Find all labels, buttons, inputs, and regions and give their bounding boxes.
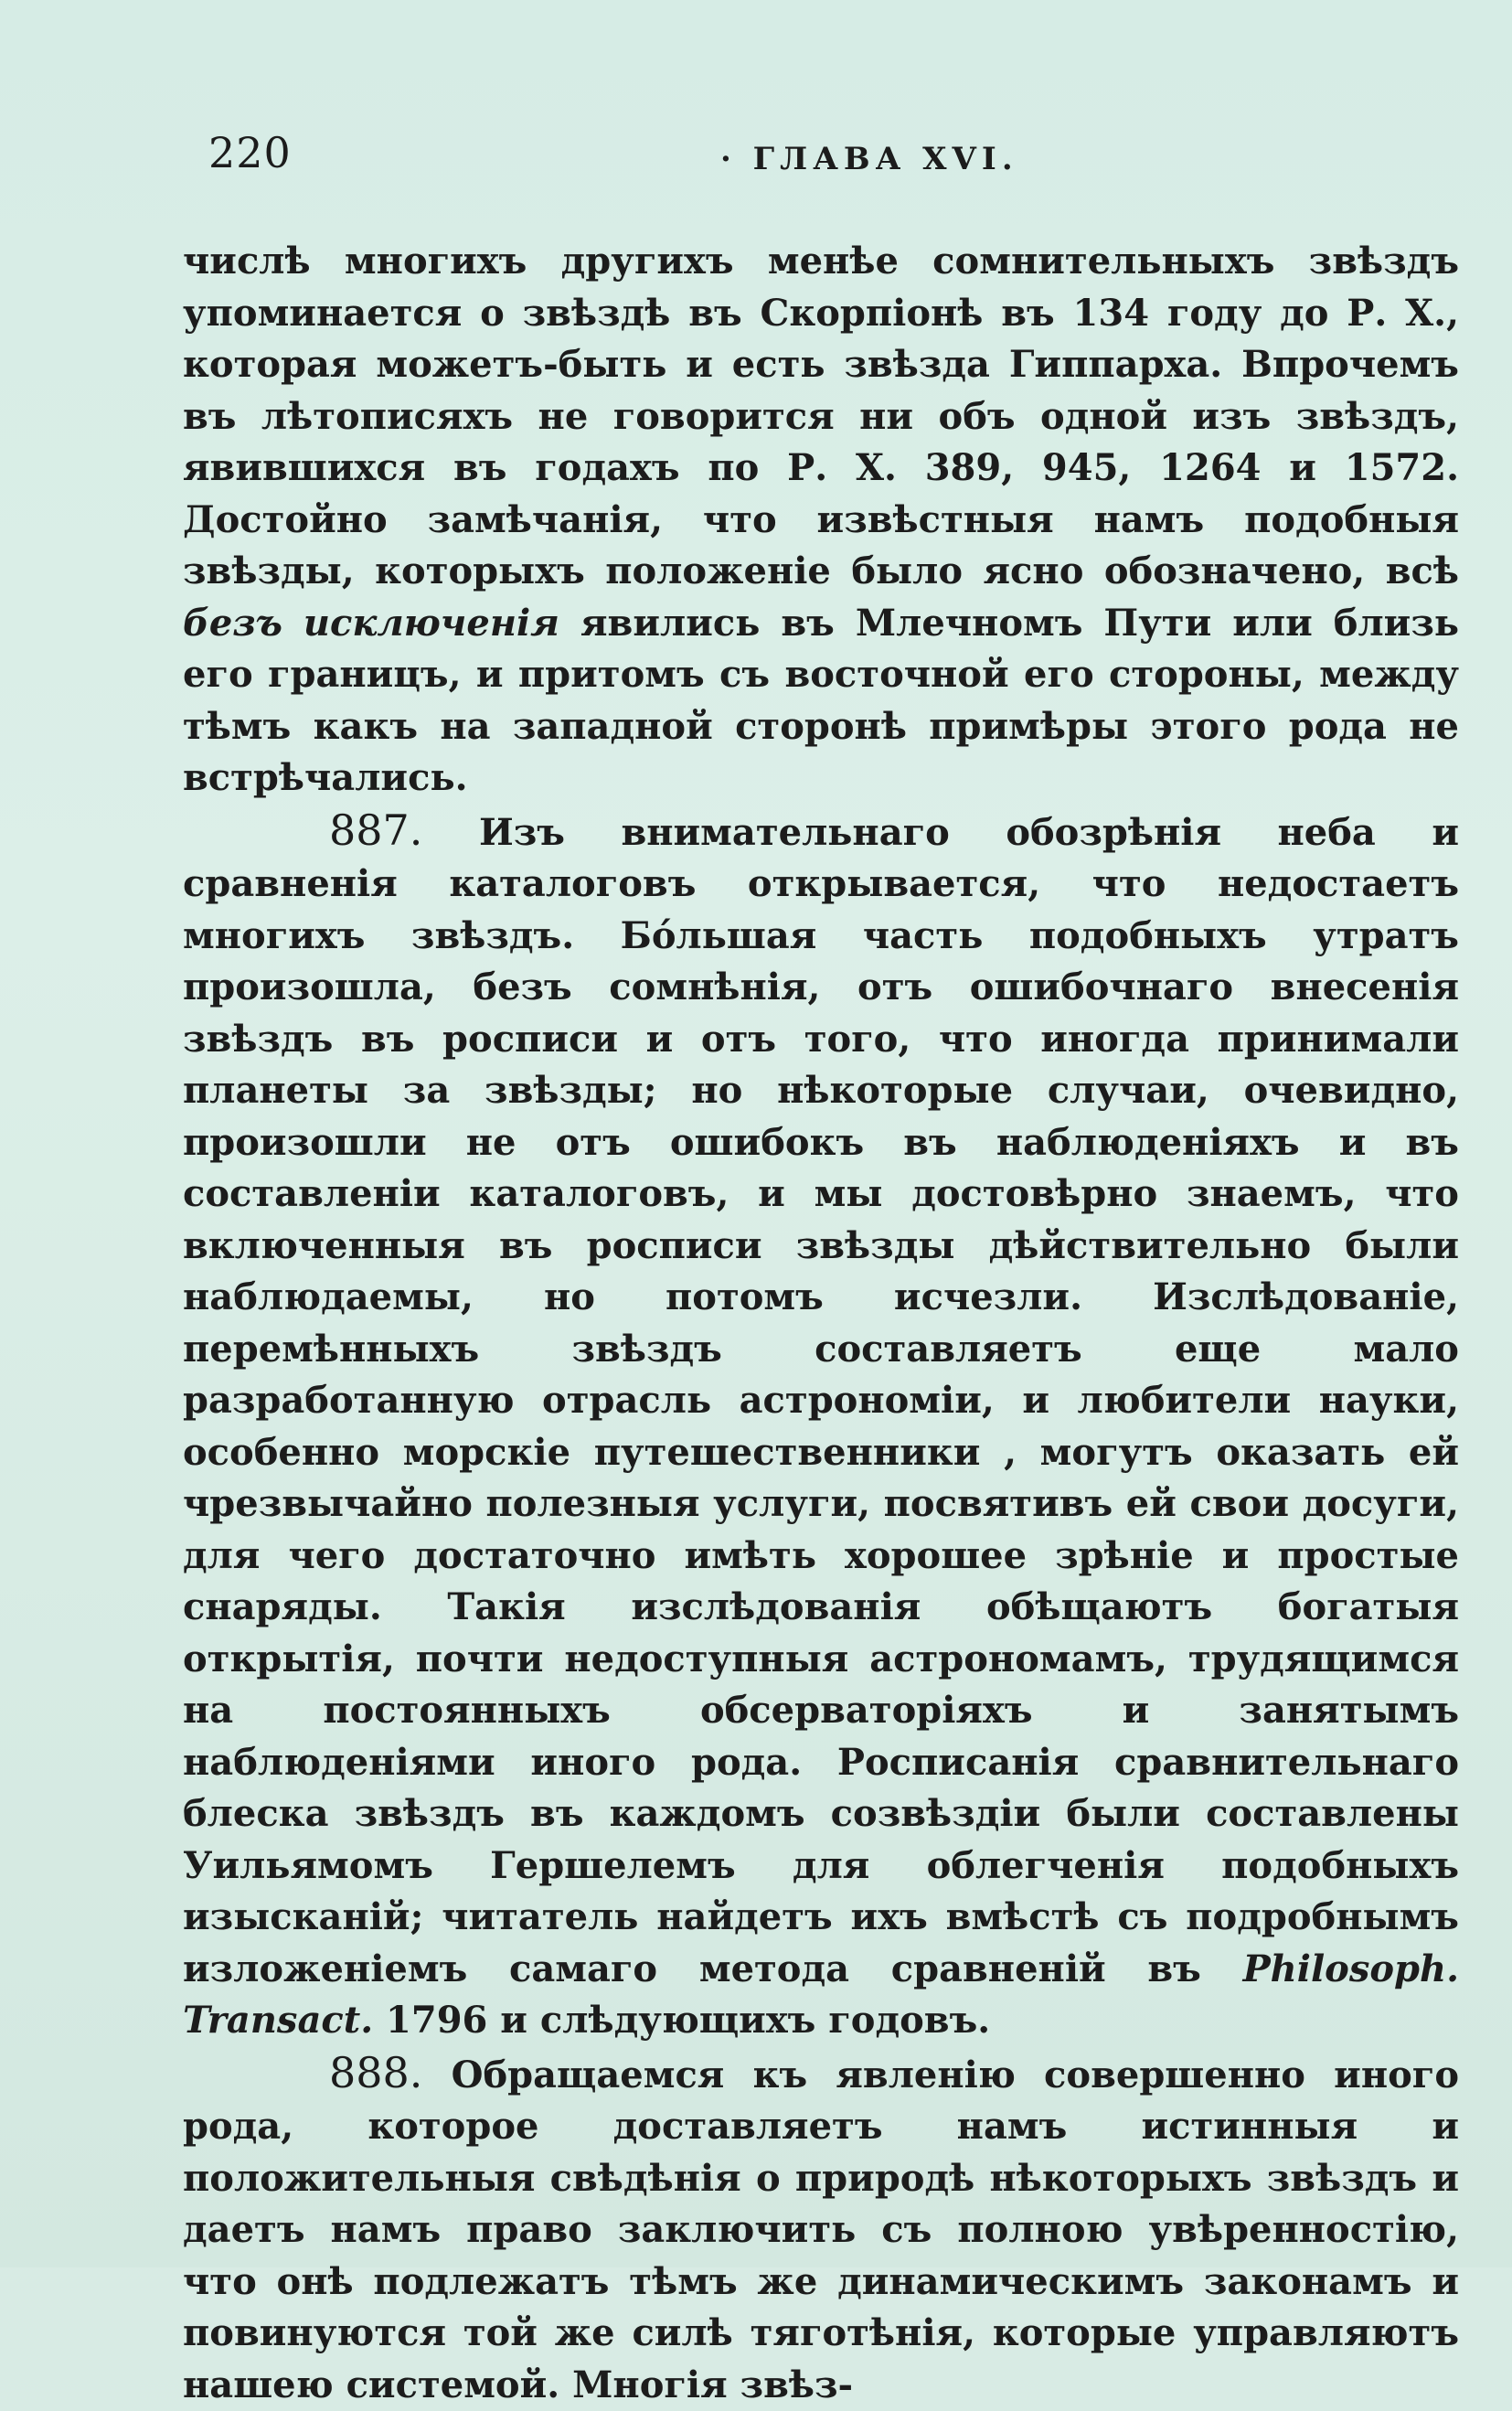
page-header	[208, 128, 1402, 192]
paragraph-text: Обращаемся къ явленію совершенно иного рода, которое доставляетъ намъ истинныя и положительныя свѣдѣнія о природѣ нѣкоторыхъ звѣздъ и даетъ намъ право заключить съ полною увѣренностію, что онѣ подлежатъ тѣмъ же динамическимъ законамъ и повинуются той же силѣ тяготѣнія, которые управляютъ нашею системой. Многія звѣз-	[183, 2054, 1459, 2406]
body-text	[183, 236, 1459, 2411]
emphasis-text: безъ исключенія	[183, 602, 559, 645]
paragraph-number: 887.	[329, 805, 422, 855]
paragraph-887	[183, 805, 1459, 2047]
page-number: 220	[208, 128, 292, 177]
running-head: · ГЛАВА XVI.	[720, 141, 1018, 177]
paragraph-888	[183, 2047, 1459, 2411]
emphasis-text: Philosoph. Transact.	[183, 1947, 1459, 2043]
paragraph-text: Изъ внимательнаго обозрѣнія неба и сравненія каталоговъ открывается, что недостаетъ многихъ звѣздъ. Бо́льшая часть подобныхъ утратъ произошла, безъ сомнѣнія, отъ ошибочнаго внесенія звѣздъ въ росписи и отъ того, что иногда принимали планеты за звѣзды; но нѣкоторые случаи, очевидно, произошли не отъ ошибокъ въ наблюденіяхъ и въ составленіи каталоговъ, и мы достовѣрно знаемъ, что включенныя въ росписи звѣзды дѣйствительно были наблюдаемы, но потомъ исчезли. Изслѣдованіе, перемѣнныхъ звѣздъ составляетъ еще мало разработанную отрасль астрономіи, и любители науки, особенно морскіе путешественники , могутъ оказать ей чрезвычайно полезныя услуги, посвятивъ ей свои досуги, для чего достаточно имѣть хорошее зрѣніе и простые снаряды. Такія изслѣдованія обѣщаютъ богатыя открытія, почти недоступныя астрономамъ, трудящимся на постоянныхъ обсерваторіяхъ и занятымъ наблюденіями иного рода. Росписанія сравнительнаго блеска звѣздъ въ каждомъ созвѣздіи были составлены Уильямомъ Гершелемъ для облегченія подобныхъ изысканій; читатель найдетъ ихъ вмѣстѣ съ подробнымъ изложеніемъ самаго метода сравненій въ	[183, 811, 1459, 1990]
paragraph-number: 888.	[329, 2048, 422, 2097]
paragraph-continuation	[183, 236, 1459, 805]
paragraph-text: 1796 и слѣдующихъ годовъ.	[373, 1999, 990, 2042]
paragraph-text: числѣ многихъ другихъ менѣе сомнительныхъ звѣздъ упоминается о звѣздѣ въ Скорпіонѣ въ 134 году до Р. Х., которая можетъ-быть и есть звѣзда Гиппарха. Впрочемъ въ лѣтописяхъ не говорится ни объ одной изъ звѣздъ, явившихся въ годахъ по Р. Х. 389, 945, 1264 и 1572. Достойно замѣчанія, что извѣстныя намъ подобныя звѣзды, которыхъ положеніе было ясно обозначено, всѣ	[183, 240, 1459, 592]
paragraph-text: явились въ Млечномъ Пути или близь его границъ, и притомъ съ восточной его стороны, между тѣмъ какъ на западной сторонѣ примѣры этого рода не встрѣчались.	[183, 602, 1459, 800]
